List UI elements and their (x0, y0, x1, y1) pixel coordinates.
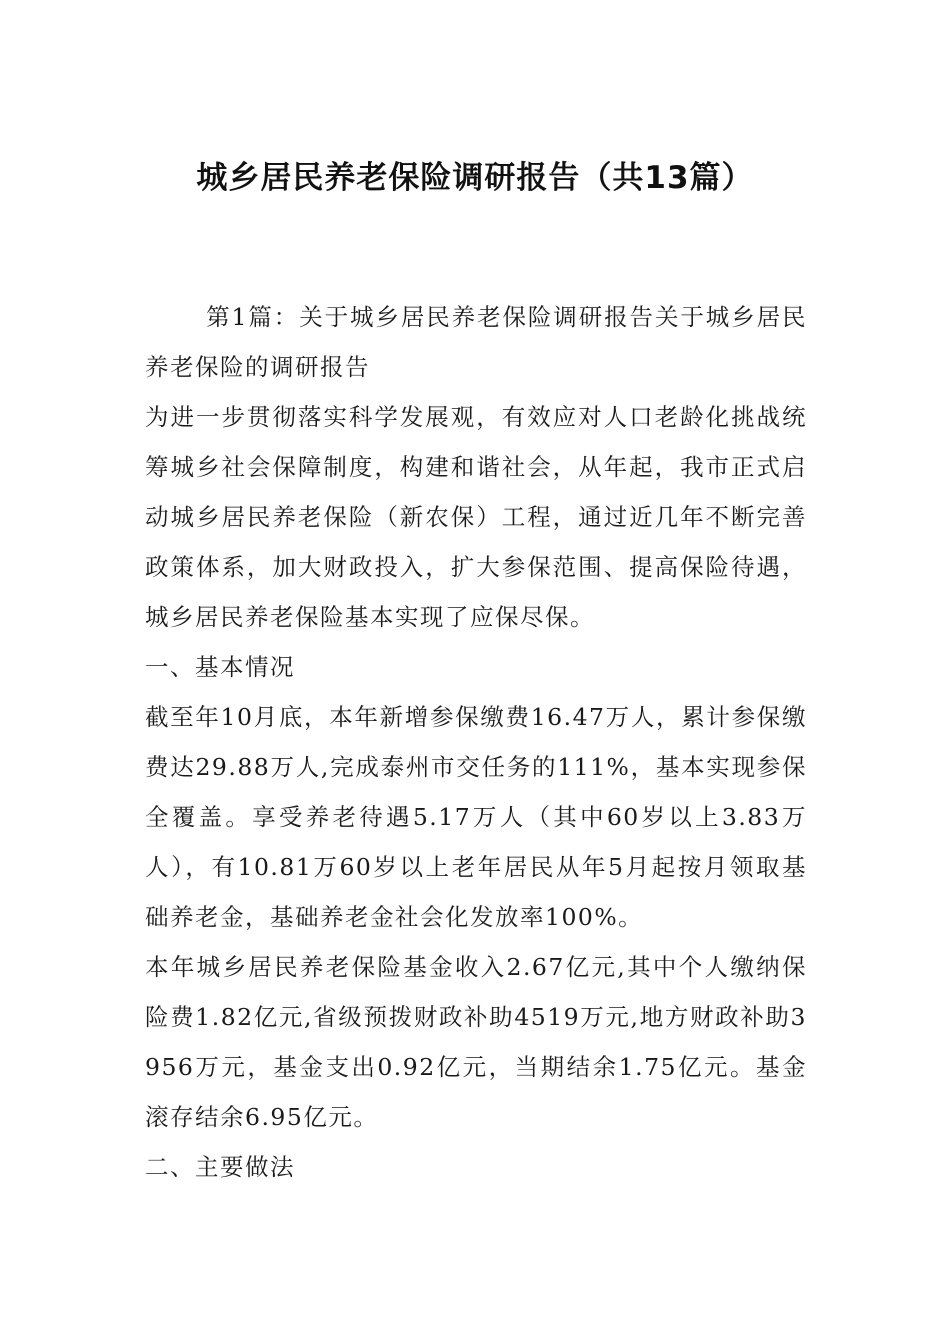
paragraph-intro: 为进一步贯彻落实科学发展观，有效应对人口老龄化挑战统筹城乡社会保障制度，构建和谐社会，从年起，我市正式启动城乡居民养老保险（新农保）工程，通过近几年不断完善政策体系，加大财政投入，扩大参保范围、提高保险待遇，城乡居民养老保险基本实现了应保尽保。 (145, 403, 807, 631)
paragraph-fund-stats: 本年城乡居民养老保险基金收入2.67亿元,其中个人缴纳保险费1.82亿元,省级预拨财政补助4519万元,地方财政补助3956万元，基金支出0.92亿元，当期结余1.75亿元。基金滚存结余6.95亿元。 (145, 953, 807, 1131)
document-body (145, 292, 807, 1192)
document-title: 城乡居民养老保险调研报告（共13篇） (196, 160, 754, 196)
paragraph-enrollment-stats: 截至年10月底，本年新增参保缴费16.47万人，累计参保缴费达29.88万人,完成泰州市交任务的111%，基本实现参保全覆盖。享受养老待遇5.17万人（其中60岁以上3.83万人），有10.81万60岁以上老年居民从年5月起按月领取基础养老金，基础养老金社会化发放率100%。 (145, 703, 807, 931)
section-heading-main-practices: 二、主要做法 (145, 1153, 295, 1181)
section-heading-basic-situation: 一、基本情况 (145, 653, 295, 681)
paragraph-chapter-heading: 第1篇：关于城乡居民养老保险调研报告关于城乡居民养老保险的调研报告 (145, 303, 807, 381)
